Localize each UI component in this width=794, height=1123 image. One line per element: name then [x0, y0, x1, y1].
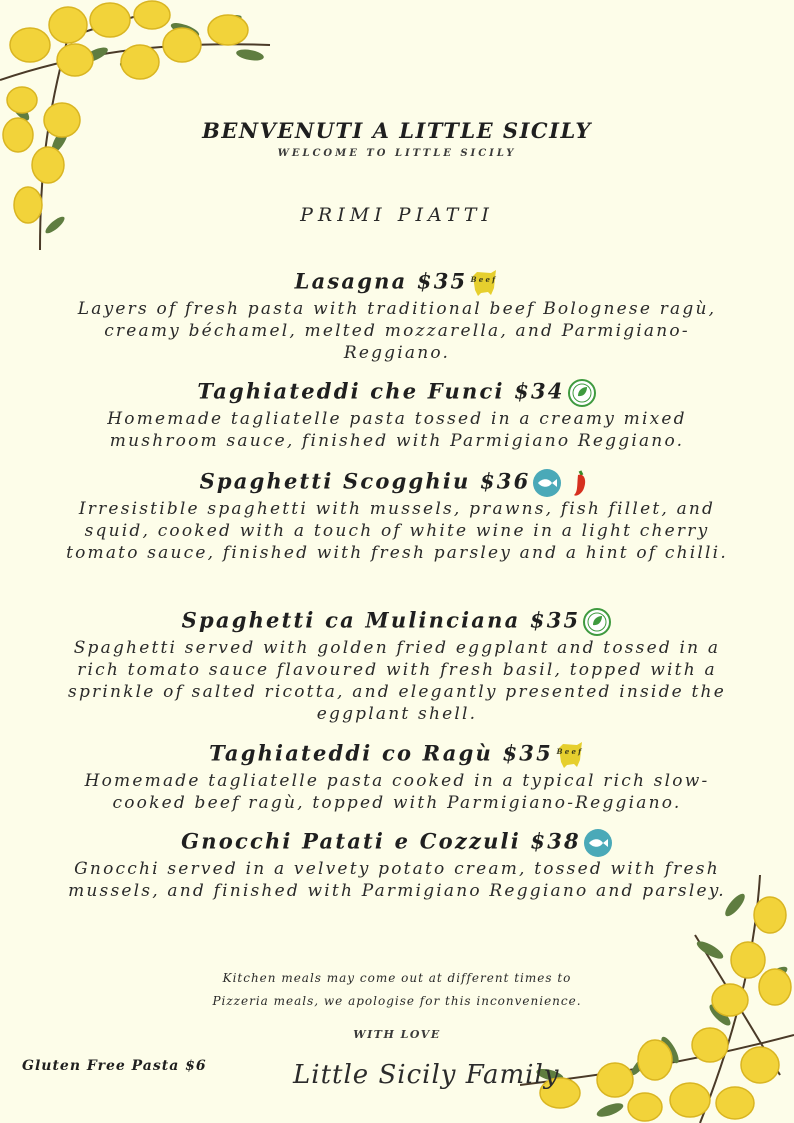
dish-item: [60, 828, 734, 902]
dish-item: [60, 468, 734, 564]
menu-subtitle: WELCOME TO LITTLE SICILY: [277, 148, 517, 159]
vegetarian-icon: [567, 378, 597, 408]
menu-title: BENVENUTI A LITTLE SICILY: [202, 118, 592, 143]
service-note-line: Kitchen meals may come out at different times to: [222, 971, 572, 985]
dish-name: Spaghetti Scogghiu $36: [199, 468, 531, 494]
dish-item: [60, 378, 734, 452]
dish-description: Layers of fresh pasta with traditional beef Bolognese ragù, creamy béchamel, melted mozzarella, and Parmigiano-Reggiano.: [77, 299, 717, 363]
service-note-line: Pizzeria meals, we apologise for this inconvenience.: [212, 994, 582, 1008]
signature: Little Sicily Family: [293, 1060, 560, 1090]
dish-description: Irresistible spaghetti with mussels, prawns, fish fillet, and squid, cooked with a touch of white wine in a light cherry tomato sauce, finished with fresh parsley and a hint of chilli.: [66, 499, 728, 563]
svg-text:Beef: Beef: [471, 275, 498, 284]
dish-name: Spaghetti ca Mulinciana $35: [181, 607, 581, 633]
fish-icon: [583, 828, 613, 858]
beef-icon: [555, 740, 585, 770]
gluten-free-note: Gluten Free Pasta $6: [22, 1058, 207, 1074]
dish-name: Taghiateddi che Funci $34: [197, 378, 565, 404]
beef-icon: [469, 268, 499, 298]
dish-description: Gnocchi served in a velvety potato cream, tossed with fresh mussels, and finished with Parmigiano Reggiano and parsley.: [68, 859, 726, 901]
dish-description: Homemade tagliatelle pasta tossed in a creamy mixed mushroom sauce, finished with Parmigiano Reggiano.: [107, 409, 687, 451]
dish-item: [60, 740, 734, 814]
with-love-label: WITH LOVE: [353, 1028, 441, 1041]
section-title: PRIMI PIATTI: [300, 204, 494, 226]
svg-text:Beef: Beef: [556, 747, 584, 756]
dish-name: Lasagna $35: [294, 268, 468, 294]
dish-description: Spaghetti served with golden fried eggplant and tossed in a rich tomato sauce flavoured with fresh basil, topped with a sprinkle of salted ricotta, and elegantly presented inside the eggplant shell.: [68, 638, 726, 724]
vegetarian-icon: [582, 607, 612, 637]
service-note: [0, 967, 794, 1013]
dish-item: [60, 268, 734, 364]
chilli-icon: [564, 468, 594, 498]
dish-item: [60, 607, 734, 725]
dish-name: Taghiateddi co Ragù $35: [209, 740, 553, 766]
dish-description: Homemade tagliatelle pasta cooked in a typical rich slow-cooked beef ragù, topped with Parmigiano-Reggiano.: [84, 771, 710, 813]
dish-name: Gnocchi Patati e Cozzuli $38: [181, 828, 581, 854]
fish-icon: [532, 468, 562, 498]
